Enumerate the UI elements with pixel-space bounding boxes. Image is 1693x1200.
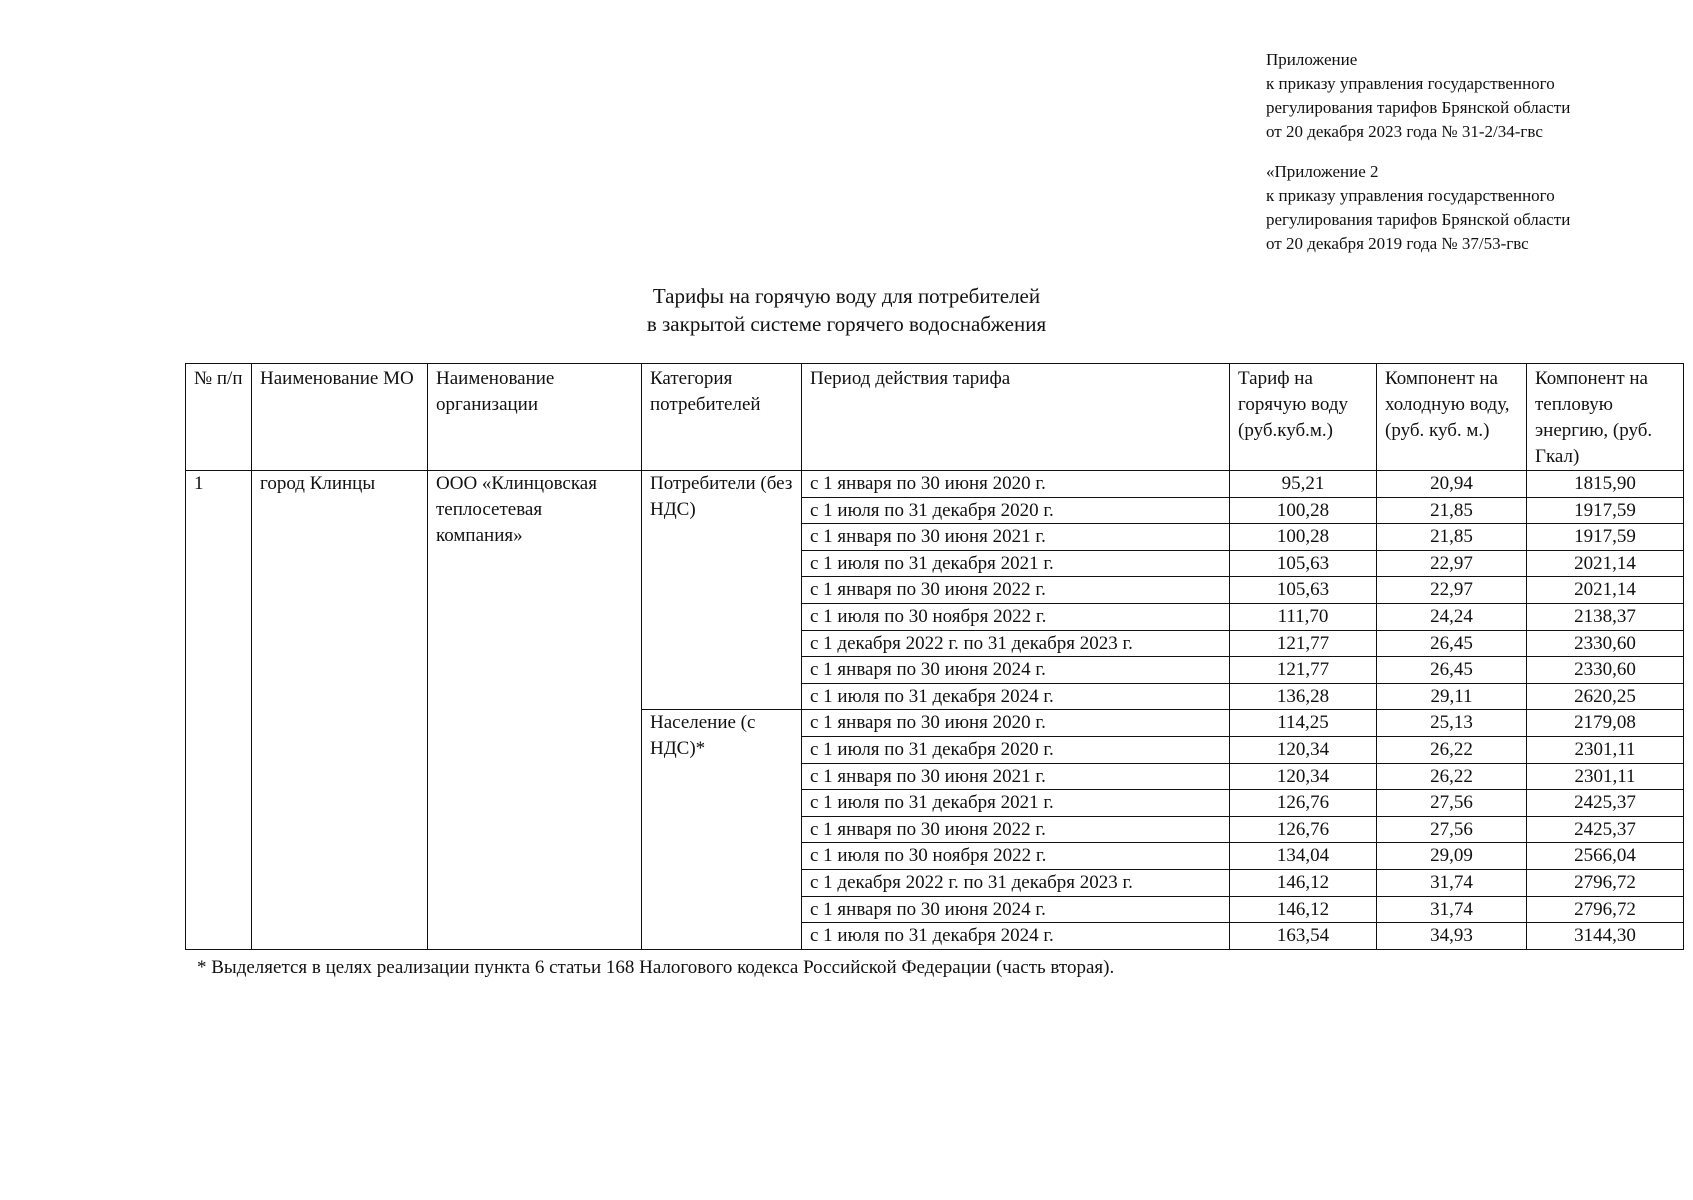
cell-period: с 1 декабря 2022 г. по 31 декабря 2023 г. [802, 869, 1230, 896]
cell-period: с 1 июля по 31 декабря 2020 г. [802, 497, 1230, 524]
appendix-line: регулирования тарифов Брянской области [1266, 98, 1571, 117]
document-title [0, 282, 1693, 338]
cell-category: Население (с НДС)* [642, 710, 802, 949]
cell-tariff: 146,12 [1230, 869, 1377, 896]
cell-period: с 1 июля по 31 декабря 2020 г. [802, 736, 1230, 763]
cell-heat: 2138,37 [1527, 603, 1684, 630]
cell-cold: 26,45 [1377, 630, 1527, 657]
title-line-2: в закрытой системе горячего водоснабжения [646, 312, 1047, 336]
cell-period: с 1 января по 30 июня 2021 г. [802, 524, 1230, 551]
cell-tariff: 121,77 [1230, 630, 1377, 657]
cell-period: с 1 января по 30 июня 2020 г. [802, 471, 1230, 498]
cell-tariff: 120,34 [1230, 763, 1377, 790]
tariff-table [185, 363, 1684, 950]
cell-heat: 2330,60 [1527, 657, 1684, 684]
cell-org: ООО «Клинцовская теплосетевая компания» [428, 471, 642, 950]
table-row [186, 471, 1684, 498]
appendix-line: от 20 декабря 2023 года № 31-2/34-гвс [1266, 122, 1543, 141]
cell-heat: 1917,59 [1527, 524, 1684, 551]
appendix2-line: «Приложение 2 [1266, 162, 1379, 181]
cell-heat: 1917,59 [1527, 497, 1684, 524]
header-tariff: Тариф на горячую воду (руб.куб.м.) [1230, 364, 1377, 471]
cell-cold: 31,74 [1377, 869, 1527, 896]
cell-period: с 1 июля по 30 ноября 2022 г. [802, 843, 1230, 870]
cell-tariff: 163,54 [1230, 923, 1377, 950]
cell-heat: 2620,25 [1527, 683, 1684, 710]
cell-period: с 1 января по 30 июня 2021 г. [802, 763, 1230, 790]
cell-cold: 26,22 [1377, 763, 1527, 790]
cell-heat: 2425,37 [1527, 816, 1684, 843]
footnote: * Выделяется в целях реализации пункта 6 статьи 168 Налогового кодекса Российской Федерации (часть вторая). [197, 957, 1115, 978]
header-mo: Наименование МО [252, 364, 428, 471]
cell-period: с 1 июля по 31 декабря 2021 г. [802, 790, 1230, 817]
cell-cold: 29,09 [1377, 843, 1527, 870]
cell-category: Потребители (без НДС) [642, 471, 802, 710]
cell-period: с 1 января по 30 июня 2022 г. [802, 577, 1230, 604]
cell-period: с 1 января по 30 июня 2024 г. [802, 657, 1230, 684]
cell-period: с 1 июля по 30 ноября 2022 г. [802, 603, 1230, 630]
header-num: № п/п [186, 364, 252, 471]
header-org: Наименование организации [428, 364, 642, 471]
cell-cold: 26,22 [1377, 736, 1527, 763]
cell-tariff: 100,28 [1230, 524, 1377, 551]
appendix-block [1266, 48, 1570, 256]
cell-tariff: 105,63 [1230, 550, 1377, 577]
cell-tariff: 134,04 [1230, 843, 1377, 870]
header-cold: Компонент на холодную воду, (руб. куб. м.) [1377, 364, 1527, 471]
header-heat: Компонент на тепловую энергию, (руб. Гкал) [1527, 364, 1684, 471]
appendix2-line: регулирования тарифов Брянской области [1266, 210, 1571, 229]
cell-heat: 2301,11 [1527, 736, 1684, 763]
cell-mo: город Клинцы [252, 471, 428, 950]
cell-period: с 1 декабря 2022 г. по 31 декабря 2023 г. [802, 630, 1230, 657]
cell-cold: 27,56 [1377, 816, 1527, 843]
cell-cold: 31,74 [1377, 896, 1527, 923]
cell-tariff: 100,28 [1230, 497, 1377, 524]
appendix2-line: от 20 декабря 2019 года № 37/53-гвс [1266, 234, 1529, 253]
cell-heat: 2021,14 [1527, 550, 1684, 577]
cell-period: с 1 июля по 31 декабря 2024 г. [802, 683, 1230, 710]
cell-heat: 3144,30 [1527, 923, 1684, 950]
cell-cold: 22,97 [1377, 577, 1527, 604]
appendix-line: Приложение [1266, 50, 1358, 69]
cell-cold: 29,11 [1377, 683, 1527, 710]
appendix-gap [1266, 144, 1570, 160]
cell-cold: 22,97 [1377, 550, 1527, 577]
cell-heat: 2566,04 [1527, 843, 1684, 870]
cell-heat: 2796,72 [1527, 896, 1684, 923]
cell-cold: 27,56 [1377, 790, 1527, 817]
cell-tariff: 111,70 [1230, 603, 1377, 630]
cell-cold: 21,85 [1377, 524, 1527, 551]
header-period: Период действия тарифа [802, 364, 1230, 471]
cell-tariff: 105,63 [1230, 577, 1377, 604]
cell-tariff: 136,28 [1230, 683, 1377, 710]
cell-tariff: 121,77 [1230, 657, 1377, 684]
cell-cold: 24,24 [1377, 603, 1527, 630]
cell-period: с 1 июля по 31 декабря 2021 г. [802, 550, 1230, 577]
cell-period: с 1 июля по 31 декабря 2024 г. [802, 923, 1230, 950]
cell-cold: 20,94 [1377, 471, 1527, 498]
cell-heat: 2425,37 [1527, 790, 1684, 817]
cell-heat: 2021,14 [1527, 577, 1684, 604]
cell-cold: 25,13 [1377, 710, 1527, 737]
title-line-1: Тарифы на горячую воду для потребителей [652, 284, 1041, 308]
cell-period: с 1 января по 30 июня 2024 г. [802, 896, 1230, 923]
cell-tariff: 126,76 [1230, 816, 1377, 843]
cell-period: с 1 января по 30 июня 2020 г. [802, 710, 1230, 737]
cell-heat: 2330,60 [1527, 630, 1684, 657]
cell-heat: 2179,08 [1527, 710, 1684, 737]
cell-heat: 2301,11 [1527, 763, 1684, 790]
cell-cold: 34,93 [1377, 923, 1527, 950]
cell-cold: 26,45 [1377, 657, 1527, 684]
cell-tariff: 120,34 [1230, 736, 1377, 763]
cell-tariff: 95,21 [1230, 471, 1377, 498]
cell-tariff: 114,25 [1230, 710, 1377, 737]
cell-heat: 1815,90 [1527, 471, 1684, 498]
header-category: Категория потребителей [642, 364, 802, 471]
cell-cold: 21,85 [1377, 497, 1527, 524]
cell-period: с 1 января по 30 июня 2022 г. [802, 816, 1230, 843]
table-header-row [186, 364, 1684, 471]
cell-tariff: 126,76 [1230, 790, 1377, 817]
appendix-line: к приказу управления государственного [1266, 74, 1555, 93]
table-body [186, 471, 1684, 950]
cell-num: 1 [186, 471, 252, 950]
cell-tariff: 146,12 [1230, 896, 1377, 923]
cell-heat: 2796,72 [1527, 869, 1684, 896]
appendix2-line: к приказу управления государственного [1266, 186, 1555, 205]
